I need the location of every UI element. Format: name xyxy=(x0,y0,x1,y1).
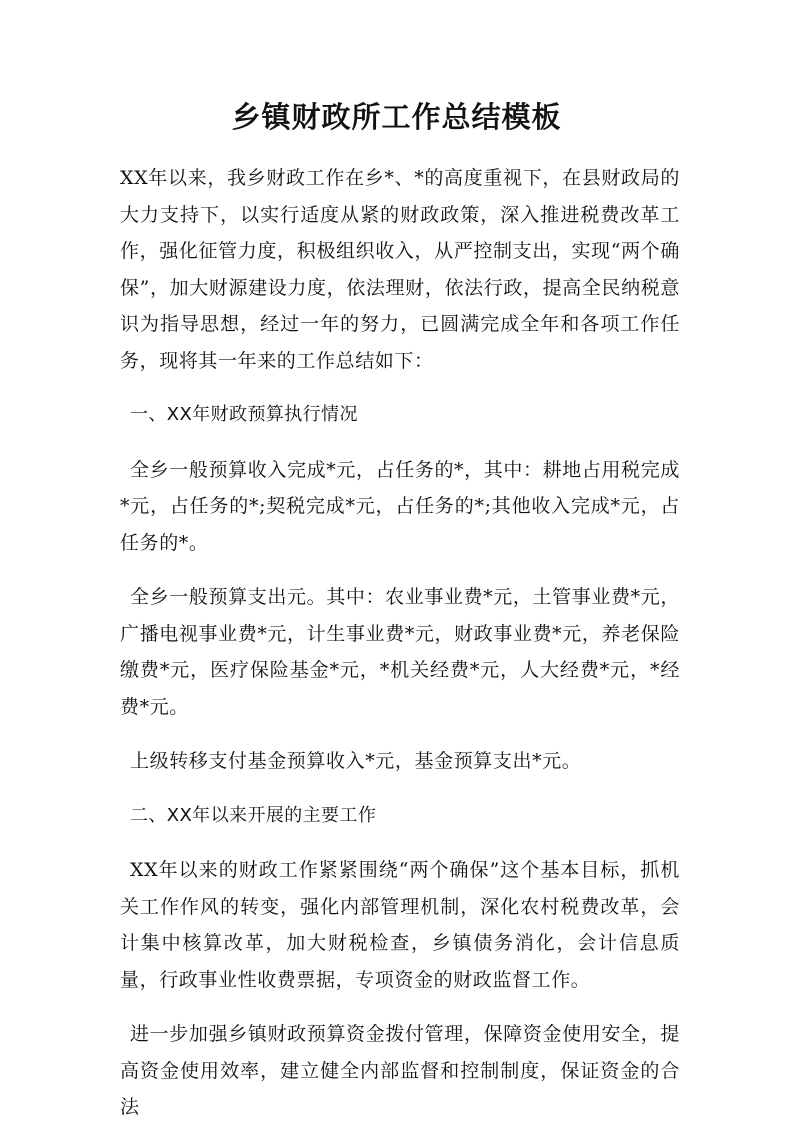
section-heading-1: 一、XX年财政预算执行情况 xyxy=(130,404,358,425)
revenue-paragraph: 全乡一般预算收入完成*元，占任务的*，其中：耕地占用税完成*元，占任务的*;契税完成*元，占任务的*;其他收入完成*元，占任务的*。 xyxy=(120,458,680,554)
fund-management-paragraph: 进一步加强乡镇财政预算资金拨付管理，保障资金使用安全，提高资金使用效率，建立健全内部监督和控制制度，保证资金的合法 xyxy=(120,1023,680,1118)
intro-paragraph: XX年以来，我乡财政工作在乡*、*的高度重视下，在县财政局的大力支持下，以实行适度从紧的财政政策，深入推进税费改革工作，强化征管力度，积极组织收入，从严控制支出，实现“两个确保”，加大财源建设力度，依法理财，依法行政，提高全民纳税意识为指导思想，经过一年的努力，已圆满完成全年和各项工作任务，现将其一年来的工作总结如下： xyxy=(120,167,680,372)
main-work-paragraph: XX年以来的财政工作紧紧围绕“两个确保”这个基本目标，抓机关工作作风的转变，强化内部管理机制，深化农村税费改革，会计集中核算改革，加大财税检查，乡镇债务消化，会计信息质量，行政事业性收费票据，专项资金的财政监督工作。 xyxy=(120,859,680,991)
document-body xyxy=(120,160,680,1144)
document-title: 乡镇财政所工作总结模板 xyxy=(231,100,562,134)
transfer-paragraph: 上级转移支付基金预算收入*元，基金预算支出*元。 xyxy=(130,750,582,772)
section-heading-2: 二、XX年以来开展的主要工作 xyxy=(130,804,377,826)
expenditure-paragraph: 全乡一般预算支出元。其中：农业事业费*元，土管事业费*元，广播电视事业费*元，计生事业费*元，财政事业费*元，养老保险缴费*元，医疗保险基金*元，*机关经费*元，人大经费*元，*经费*元。 xyxy=(120,586,680,718)
